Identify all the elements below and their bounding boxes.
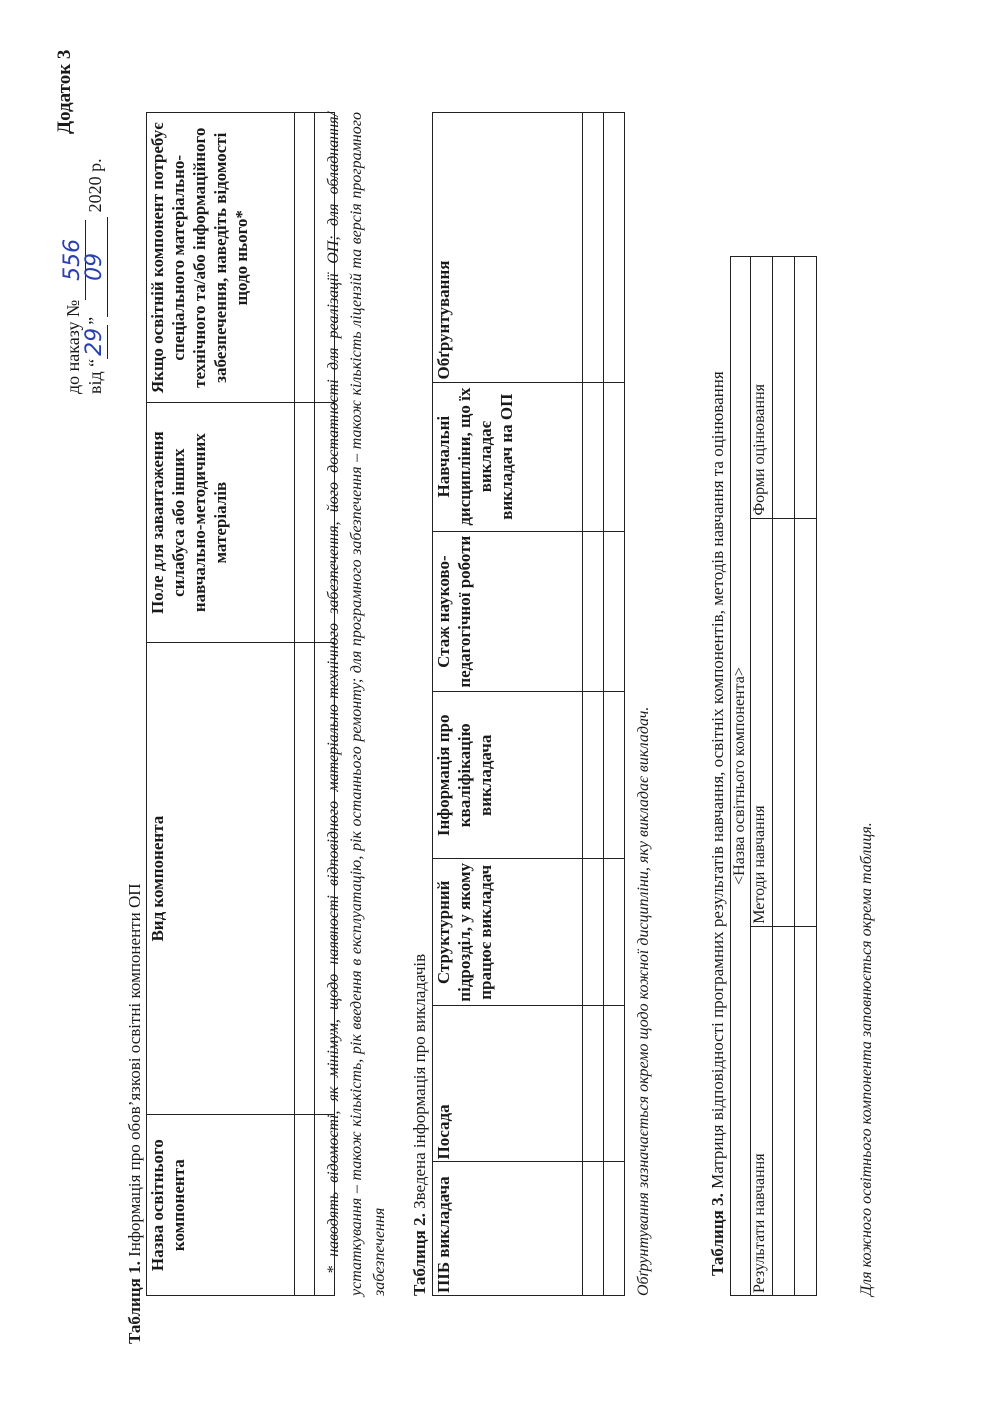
table2-col-position: Посада [433, 1006, 583, 1162]
table1-caption-text: Інформація про обов’язкові освітні компоненти ОП [125, 883, 144, 1262]
table2-caption [410, 954, 430, 1296]
table1-col-type: Вид компонента [147, 642, 295, 1114]
table1-caption [125, 883, 145, 1344]
order-number: 556 [60, 238, 85, 281]
table3-col-results: Результати навчання [751, 926, 773, 1295]
table3-caption-number: Таблиця 3. [708, 1193, 727, 1276]
table-row [795, 257, 817, 1296]
table-row [295, 113, 315, 1296]
table-row [773, 257, 795, 1296]
table3-matrix [730, 256, 817, 1296]
appendix-label: Додаток 3 [54, 49, 75, 134]
order-date-line [82, 158, 108, 394]
table1-col-name: Назва освітнього компонента [147, 1115, 295, 1296]
table2-teachers-info [432, 112, 625, 1296]
table3-caption-text: Матриця відповідності програмних результатів навчання, освітніх компонентів, методів навчання та оцінювання [708, 371, 727, 1194]
table2-col-fullname: ПІБ викладача [433, 1162, 583, 1296]
table2-col-qualification: Інформація про кваліфікацію викладача [433, 692, 583, 859]
table1-col-syllabus: Поле для завантаження силабуса або інших навчально-методичних матеріалів [147, 403, 295, 642]
table2-header-row [433, 113, 583, 1296]
table3-caption [708, 371, 728, 1276]
table1-footnote: * наводять відомості, як мінімум, щодо наявності відповідного матеріально-технічного забезпечення, його достатності для реалізації ОП; для обладнання/устаткування – також кількість, рік введення в експлуатацію, рік останнього ремонту; для програмного забезпечення – також кількість ліцензій та версія програмного забезпечення [325, 112, 388, 1296]
date-month: 09 [82, 252, 107, 281]
table2-caption-number: Таблиця 2. [410, 1213, 429, 1296]
table3-component-row [731, 257, 751, 1296]
date-sep: ” [85, 316, 105, 325]
table2-col-justification: Обґрунтування [433, 113, 583, 383]
table1-header-row [147, 113, 295, 1296]
table2-footnote: Обґрунтування зазначається окремо щодо кожної дисципліни, яку викладає викладач. [635, 706, 652, 1296]
date-year: 2020 р. [85, 158, 105, 213]
order-prefix: до наказу № [63, 299, 83, 394]
table3-header-row [751, 257, 773, 1296]
table-row [583, 113, 604, 1296]
table2-col-disciplines: Навчальні дисципліни, що їх викладає викладач на ОП [433, 382, 583, 531]
table2-caption-text: Зведена інформація про викладачів [410, 953, 429, 1214]
table1-col-resources: Якщо освітній компонент потребує спеціального матеріально-технічного та/або інформаційного забезпечення, наведіть відомості щодо нього* [147, 113, 295, 403]
table1-obligatory-components [146, 112, 335, 1296]
date-day: 29 [82, 327, 107, 356]
table-row [604, 113, 625, 1296]
footer-note: Для кожного освітнього компонента заповнюється окрема таблиця. [858, 822, 875, 1296]
table1-caption-number: Таблиця 1. [125, 1261, 144, 1344]
table3-col-methods: Методи навчання [751, 518, 773, 926]
table3-component-name: <Назва освітнього компонента> [731, 257, 751, 1296]
table2-col-experience: Стаж науково-педагогічної роботи [433, 531, 583, 692]
table3-col-assessment: Форми оцінювання [751, 257, 773, 519]
date-prefix: від “ [85, 358, 105, 394]
table2-col-department: Структурний підрозділ, у якому працює викладач [433, 859, 583, 1006]
